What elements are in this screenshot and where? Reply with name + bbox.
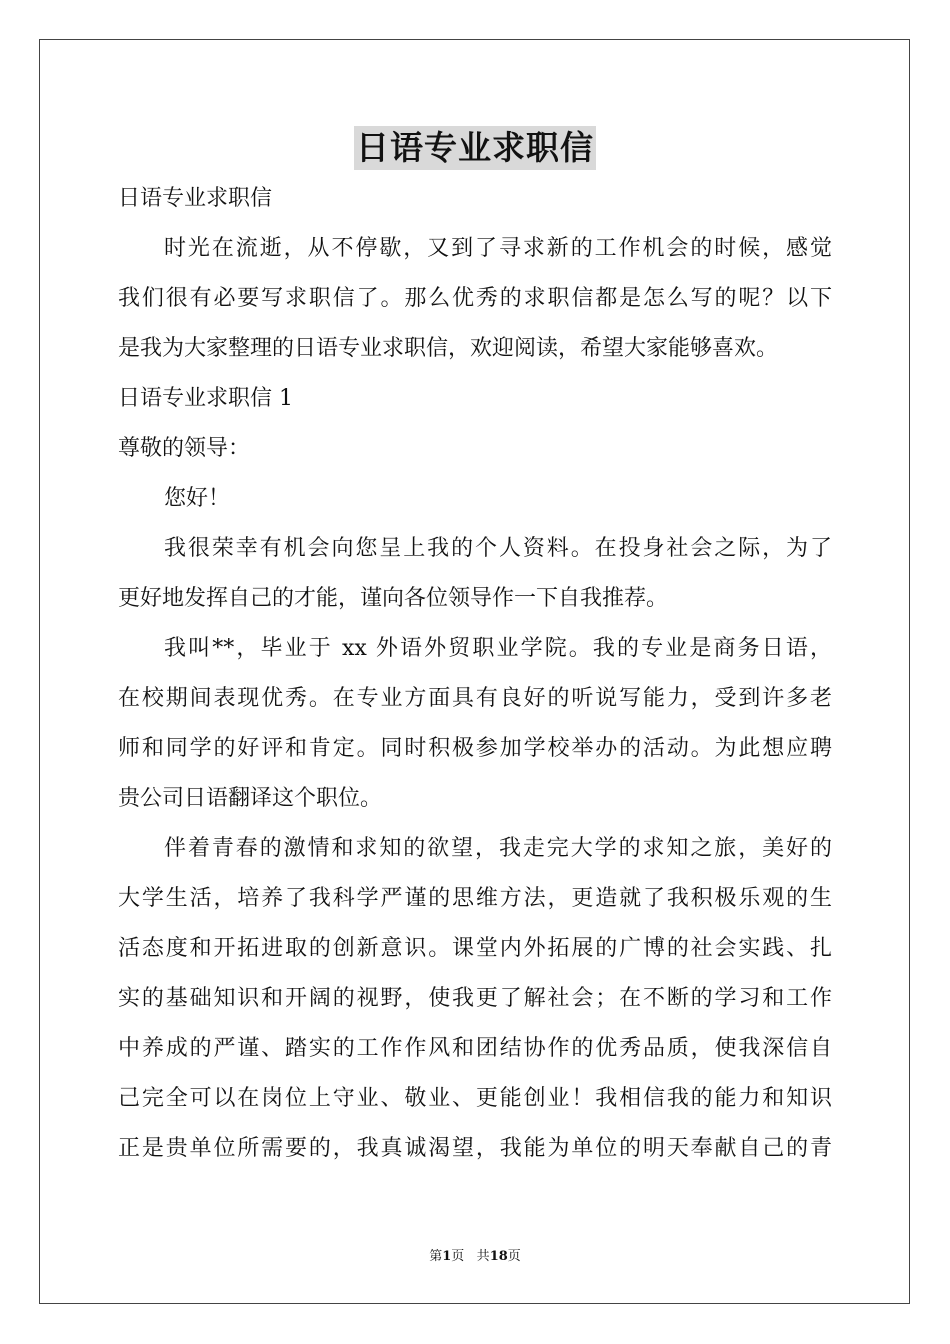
- subtitle-line: 日语专业求职信: [118, 186, 273, 211]
- total-prefix: 共: [476, 1249, 490, 1264]
- total-suffix: 页: [507, 1249, 521, 1264]
- document-title: 日语专业求职信: [354, 126, 596, 170]
- paragraph-line: 是我为大家整理的日语专业求职信，欢迎阅读，希望大家能够喜欢。: [118, 336, 779, 361]
- section-heading: 日语专业求职信 1: [118, 386, 293, 411]
- paragraph-line: 伴着青春的激情和求知的欲望，我走完大学的求知之旅，美好的: [164, 836, 832, 861]
- total-pages: 18: [489, 1249, 508, 1264]
- page-border: [39, 39, 910, 1304]
- paragraph-line: 活态度和开拓进取的创新意识。课堂内外拓展的广博的社会实践、扎: [118, 936, 832, 961]
- paragraph-line: 正是贵单位所需要的，我真诚渴望，我能为单位的明天奉献自己的青: [118, 1136, 832, 1161]
- paragraph-line: 在校期间表现优秀。在专业方面具有良好的听说写能力，受到许多老: [118, 686, 832, 711]
- paragraph-line: 我很荣幸有机会向您呈上我的个人资料。在投身社会之际，为了: [164, 536, 832, 561]
- greeting: 您好！: [164, 486, 231, 511]
- paragraph-line: 中养成的严谨、踏实的工作作风和团结协作的优秀品质，使我深信自: [118, 1036, 832, 1061]
- page-number: 1: [442, 1249, 452, 1264]
- paragraph-line: 师和同学的好评和肯定。同时积极参加学校举办的活动。为此想应聘: [118, 736, 832, 761]
- page-suffix: 页: [451, 1249, 465, 1264]
- salutation: 尊敬的领导：: [118, 436, 251, 461]
- page-footer: [0, 1248, 950, 1266]
- paragraph-line: 实的基础知识和开阔的视野，使我更了解社会；在不断的学习和工作: [118, 986, 832, 1011]
- page-prefix: 第: [429, 1249, 443, 1264]
- paragraph-line: 我们很有必要写求职信了。那么优秀的求职信都是怎么写的呢？以下: [118, 286, 832, 311]
- paragraph-line: 己完全可以在岗位上守业、敬业、更能创业！我相信我的能力和知识: [118, 1086, 832, 1111]
- title-container: [0, 126, 950, 170]
- paragraph-line: 我叫**，毕业于 xx 外语外贸职业学院。我的专业是商务日语，: [164, 636, 832, 661]
- paragraph-line: 大学生活，培养了我科学严谨的思维方法，更造就了我积极乐观的生: [118, 886, 832, 911]
- paragraph-line: 时光在流逝，从不停歇，又到了寻求新的工作机会的时候，感觉: [164, 236, 832, 261]
- paragraph-line: 更好地发挥自己的才能，谨向各位领导作一下自我推荐。: [118, 586, 669, 611]
- paragraph-line: 贵公司日语翻译这个职位。: [118, 786, 383, 811]
